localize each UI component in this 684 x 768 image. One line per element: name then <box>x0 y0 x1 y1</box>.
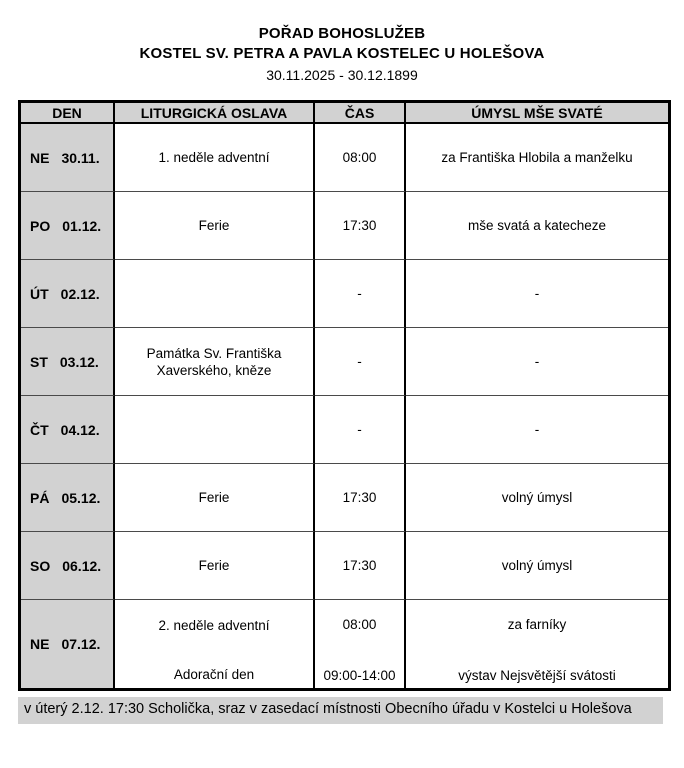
time-cell <box>315 600 406 688</box>
time-cell: 17:30 <box>315 532 406 600</box>
table-row <box>21 464 668 532</box>
day-cell <box>21 600 115 688</box>
schedule-table <box>18 100 671 691</box>
celebration-cell: 1. neděle adventní <box>115 124 315 192</box>
table-row <box>21 328 668 396</box>
table-row <box>21 124 668 192</box>
celebration-line-1: 2. neděle adventní <box>158 618 270 633</box>
day-date: 30.11. <box>61 149 100 166</box>
page-title: POŘAD BOHOSLUŽEB <box>258 25 426 42</box>
time-cell: - <box>315 328 406 396</box>
table-row <box>21 532 668 600</box>
column-header-umysl-mse-svate: ÚMYSL MŠE SVATÉ <box>406 103 668 124</box>
table-header-row <box>21 103 668 124</box>
time-line-1: 08:00 <box>342 617 377 632</box>
column-header-cas: ČAS <box>315 103 406 124</box>
day-abbr: SO <box>30 557 51 574</box>
day-date: 05.12. <box>61 489 101 506</box>
day-date: 06.12. <box>62 557 102 574</box>
day-abbr: ČT <box>30 421 49 438</box>
day-date: 03.12. <box>59 353 99 370</box>
table-row <box>21 600 668 688</box>
footer-note: v úterý 2.12. 17:30 Scholička, sraz v zasedací místnosti Obecního úřadu v Kostelci u Holešova <box>18 697 663 724</box>
day-cell <box>21 464 115 532</box>
celebration-cell <box>115 600 315 688</box>
table-row <box>21 192 668 260</box>
intention-cell: - <box>406 328 668 396</box>
date-range: 30.11.2025 - 30.12.1899 <box>266 67 418 83</box>
day-date: 07.12. <box>61 636 101 652</box>
intention-cell: - <box>406 260 668 328</box>
time-cell: 08:00 <box>315 124 406 192</box>
celebration-cell: Ferie <box>115 192 315 260</box>
time-cell: - <box>315 396 406 464</box>
intention-line-2: výstav Nejsvětější svátosti <box>458 668 616 683</box>
table-row <box>21 260 668 328</box>
day-cell <box>21 192 115 260</box>
time-line-2: 09:00-14:00 <box>323 668 396 683</box>
column-header-den: DEN <box>21 103 115 124</box>
day-cell <box>21 260 115 328</box>
time-cell: - <box>315 260 406 328</box>
day-abbr: ST <box>30 353 48 370</box>
celebration-cell <box>115 396 315 464</box>
time-cell: 17:30 <box>315 192 406 260</box>
day-cell <box>21 532 115 600</box>
time-cell: 17:30 <box>315 464 406 532</box>
day-cell <box>21 124 115 192</box>
intention-cell: mše svatá a katecheze <box>406 192 668 260</box>
document-header <box>0 0 684 85</box>
celebration-cell: Památka Sv. Františka Xaverského, kněze <box>115 328 315 396</box>
day-abbr: PO <box>30 217 51 234</box>
intention-cell: volný úmysl <box>406 532 668 600</box>
page-subtitle: KOSTEL SV. PETRA A PAVLA KOSTELEC U HOLEŠOVA <box>139 45 545 62</box>
day-cell <box>21 328 115 396</box>
celebration-cell <box>115 260 315 328</box>
day-cell <box>21 396 115 464</box>
table-row <box>21 396 668 464</box>
celebration-cell: Ferie <box>115 532 315 600</box>
intention-cell: volný úmysl <box>406 464 668 532</box>
intention-cell: za Františka Hlobila a manželku <box>406 124 668 192</box>
column-header-liturgicka-oslava: LITURGICKÁ OSLAVA <box>115 103 315 124</box>
celebration-line-2: Adorační den <box>173 667 255 682</box>
day-date: 01.12. <box>62 217 102 234</box>
day-abbr: PÁ <box>30 489 50 506</box>
celebration-cell: Ferie <box>115 464 315 532</box>
day-abbr: ÚT <box>30 285 49 302</box>
day-date: 02.12. <box>60 285 100 302</box>
intention-cell: - <box>406 396 668 464</box>
day-abbr: NE <box>30 636 50 652</box>
intention-cell <box>406 600 668 688</box>
intention-line-1: za farníky <box>507 617 567 632</box>
day-abbr: NE <box>30 149 50 166</box>
day-date: 04.12. <box>60 421 100 438</box>
